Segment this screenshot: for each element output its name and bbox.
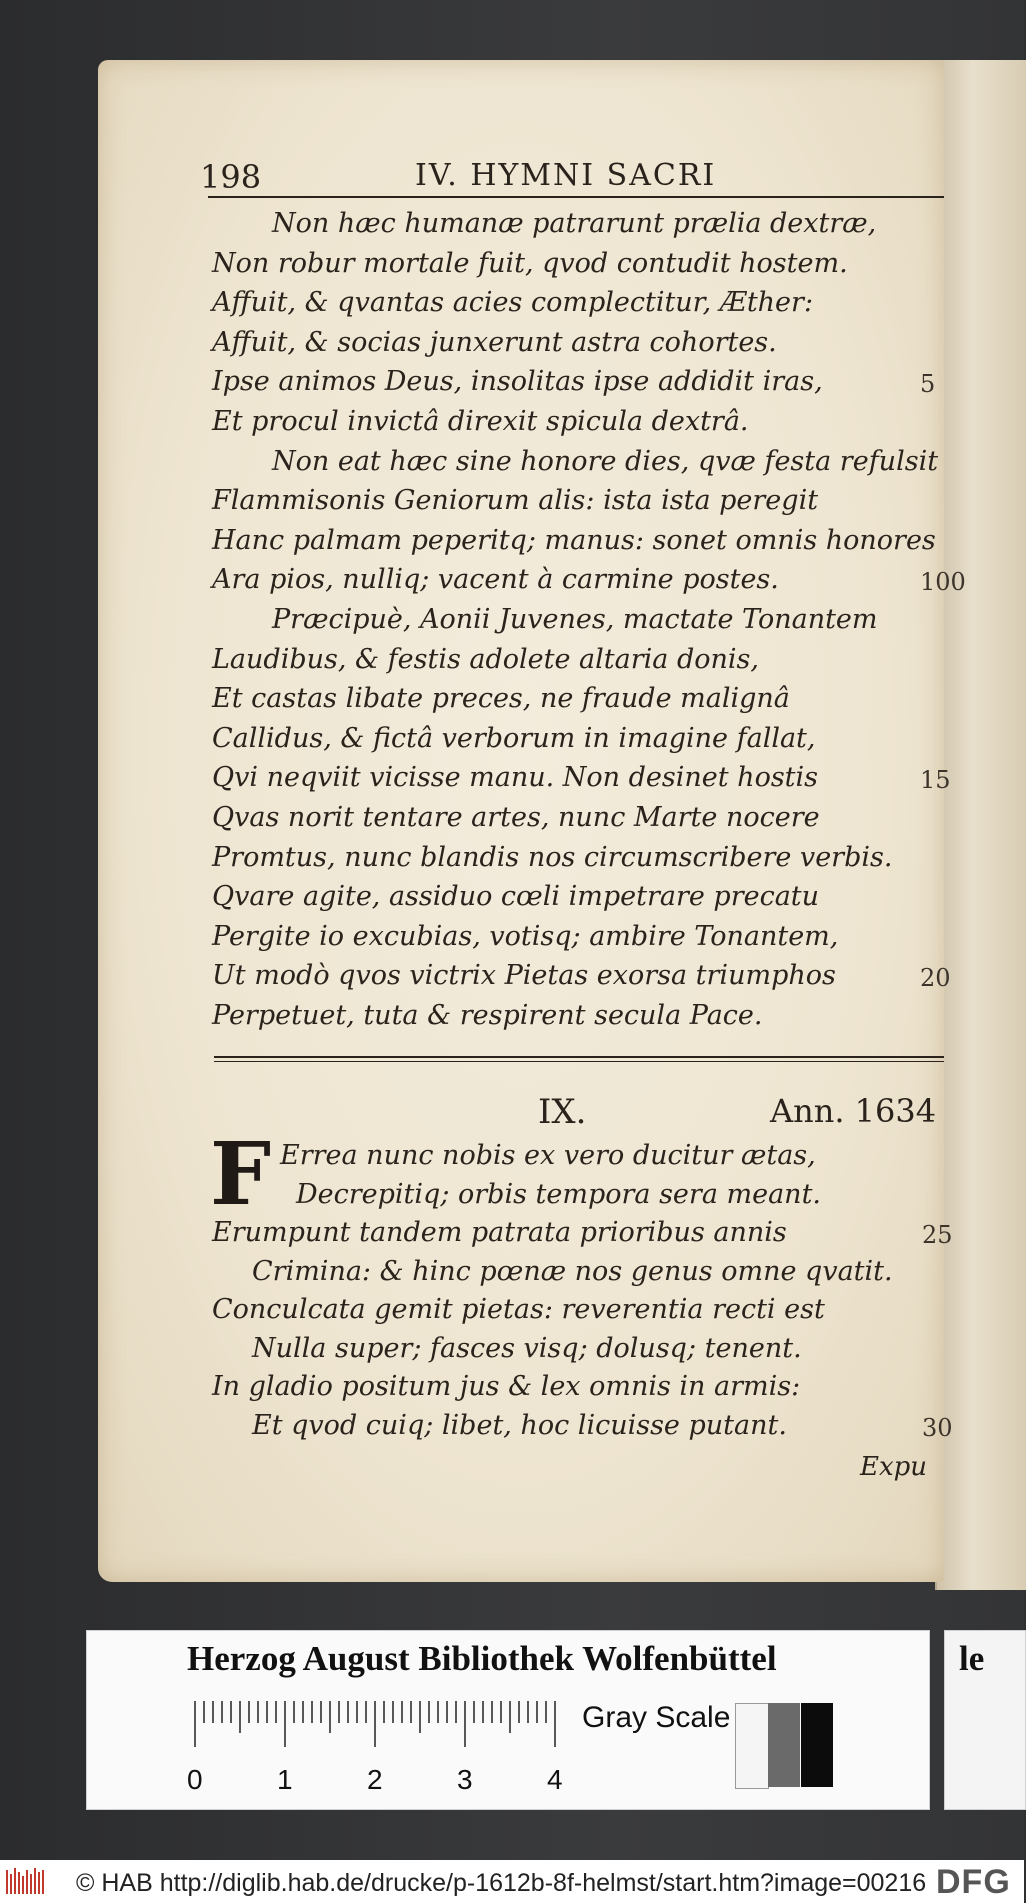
verse-line: Et procul invictâ direxit spicula dextrâ. xyxy=(212,406,749,437)
page-number: 198 xyxy=(200,158,262,196)
verse-line: In gladio positum jus & lex omnis in armis: xyxy=(212,1371,801,1402)
footer-bar xyxy=(0,1860,1024,1903)
drop-cap: F xyxy=(210,1124,272,1225)
verse-line: Qvas norit tentare artes, nunc Marte nocere xyxy=(212,802,820,833)
facing-page-edge xyxy=(935,60,1026,1590)
verse-line: Affuit, & socias junxerunt astra cohortes. xyxy=(212,326,777,358)
verse-line: Ipse animos Deus, insolitas ipse addidit iras, xyxy=(212,366,823,398)
dfg-logo: DFG xyxy=(936,1863,1011,1901)
ruler-number: 4 xyxy=(547,1764,563,1795)
section-year: Ann. 1634 xyxy=(770,1092,937,1130)
verse-line: Callidus, & fictâ verborum in imagine fallat, xyxy=(212,722,816,754)
verse-line: Conculcata gemit pietas: reverentia recti est xyxy=(212,1294,825,1325)
catchword: Expu xyxy=(860,1452,928,1482)
verse-number: 30 xyxy=(922,1413,953,1442)
swatch-white xyxy=(735,1703,769,1789)
verse-line: Errea nunc nobis ex vero ducitur ætas, xyxy=(280,1140,816,1171)
verse-line: Non robur mortale fuit, qvod contudit hostem. xyxy=(212,247,848,279)
verse-number: 5 xyxy=(920,370,936,399)
verse-line: Qvare agite, assiduo cœli impetrare precatu xyxy=(212,881,820,913)
hab-logo-icon xyxy=(6,1868,48,1896)
verse-line: Ara pios, nulliq; vacent à carmine postes. xyxy=(212,564,779,596)
verse-line: Ut modò qvos victrix Pietas exorsa triumphos xyxy=(212,960,836,992)
swatch-gray xyxy=(768,1703,800,1787)
library-color-card xyxy=(86,1630,930,1810)
ruler-scale xyxy=(189,1701,569,1801)
swatch-black xyxy=(801,1703,833,1787)
ruler-number: 2 xyxy=(367,1764,383,1795)
verse-line: Præcipuè, Aonii Juvenes, mactate Tonantem xyxy=(272,604,878,635)
verse-line: Non hæc humanæ patrarunt prælia dextræ, xyxy=(272,208,877,239)
verse-number: 15 xyxy=(920,766,951,795)
verse-line: Flammisonis Geniorum alis: ista ista peregit xyxy=(212,485,819,517)
section-rule-top xyxy=(214,1056,944,1058)
verse-line: Decrepitiq; orbis tempora sera meant. xyxy=(296,1178,821,1210)
adjacent-card-fragment xyxy=(944,1630,1026,1810)
adjacent-card-text: le xyxy=(959,1639,985,1678)
footer-link[interactable]: © HAB http://diglib.hab.de/drucke/p-1612b-8f-helmst/start.htm?image=00216 xyxy=(76,1869,927,1897)
library-name: Herzog August Bibliothek Wolfenbüttel xyxy=(187,1639,777,1678)
verse-number: 20 xyxy=(920,964,951,993)
verse-line: Nulla super; fasces visq; dolusq; tenent. xyxy=(252,1332,802,1364)
verse-line: Perpetuet, tuta & respirent secula Pace. xyxy=(212,1000,763,1031)
verse-line: Affuit, & qvantas acies complectitur, Æther: xyxy=(212,287,814,319)
verse-line: Laudibus, & festis adolete altaria donis, xyxy=(212,643,759,675)
section-numeral: IX. xyxy=(538,1092,587,1132)
ruler-number: 0 xyxy=(187,1764,203,1795)
running-head: IV. HYMNI SACRI xyxy=(415,158,717,193)
verse-line: Erumpunt tandem patrata prioribus annis xyxy=(212,1217,787,1248)
verse-line: Non eat hæc sine honore dies, qvæ festa refulsit xyxy=(272,445,939,477)
verse-line: Et qvod cuiq; libet, hoc licuisse putant. xyxy=(252,1409,787,1441)
section-rule-bottom xyxy=(214,1061,944,1062)
verse-number: 25 xyxy=(922,1221,953,1249)
verse-line: Et castas libate preces, ne fraude malignâ xyxy=(212,683,790,715)
verse-line: Promtus, nunc blandis nos circumscribere verbis. xyxy=(212,841,893,873)
header-rule xyxy=(208,196,944,198)
verse-line: Pergite io excubias, votisq; ambire Tonantem, xyxy=(212,920,839,952)
verse-line: Crimina: & hinc pœnæ nos genus omne qvatit. xyxy=(252,1255,893,1287)
gray-scale-label: Gray Scale xyxy=(582,1701,731,1734)
verse-number: 100 xyxy=(920,568,966,597)
verse-line: Qvi neqviit vicisse manu. Non desinet hostis xyxy=(212,762,819,794)
ruler-number: 1 xyxy=(277,1764,293,1795)
verse-line: Hanc palmam peperitq; manus: sonet omnis honores xyxy=(212,524,936,556)
ruler-number: 3 xyxy=(457,1764,473,1795)
